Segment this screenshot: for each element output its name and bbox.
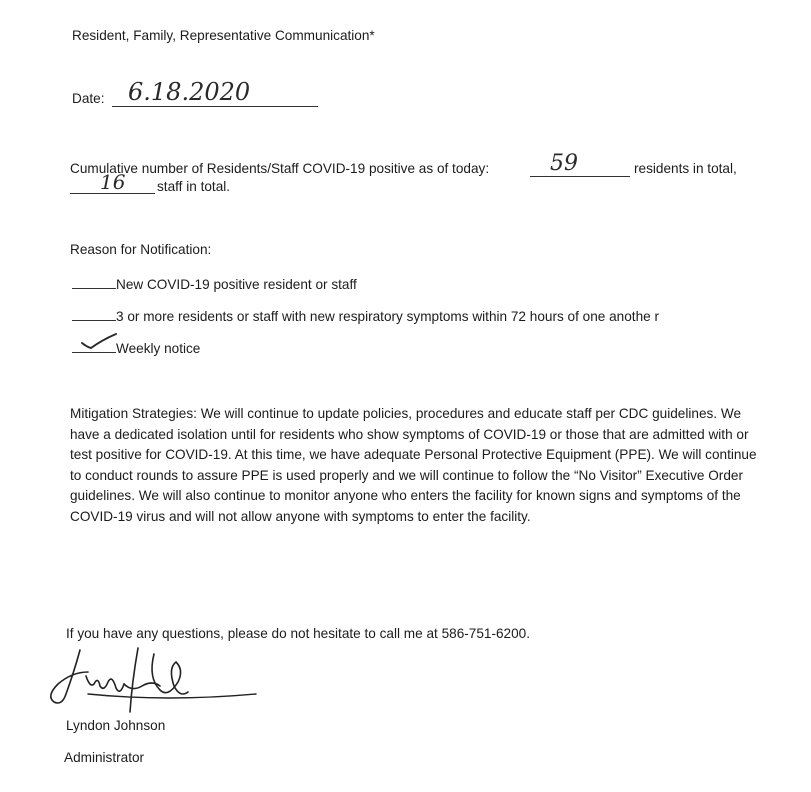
document-heading: Resident, Family, Representative Communication* — [72, 28, 375, 43]
reason-option-text: New COVID-19 positive resident or staff — [116, 277, 357, 292]
reason-label: Reason for Notification: — [70, 242, 212, 257]
staff-count-handwritten: 16 — [100, 170, 126, 194]
residents-count-field — [530, 151, 630, 177]
staff-suffix: staff in total. — [157, 179, 231, 194]
handwritten-signature — [28, 642, 268, 722]
reason-option-respiratory — [72, 308, 659, 324]
staff-count-field — [70, 170, 155, 194]
reason-option-checkbox[interactable] — [72, 308, 116, 321]
checkmark-icon — [78, 332, 118, 350]
date-field — [112, 78, 318, 107]
reason-option-weekly — [72, 340, 200, 356]
residents-suffix: residents in total, — [634, 161, 737, 176]
residents-count-handwritten: 59 — [550, 151, 578, 176]
reason-option-checkbox[interactable] — [72, 340, 116, 353]
date-handwritten-value: 6.18.2020 — [128, 78, 251, 106]
signer-title: Administrator — [64, 750, 145, 765]
date-label: Date: — [72, 91, 105, 106]
cumulative-prefix: Cumulative number of Residents/Staff COVID-19 positive as of today: — [70, 161, 490, 176]
signer-name: Lyndon Johnson — [66, 718, 166, 733]
reason-option-new-positive — [72, 276, 357, 292]
mitigation-paragraph: Mitigation Strategies: We will continue to update policies, procedures and educate staff per CDC guidelines. We have a dedicated isolation until for residents who show symptoms of COVID-19 or those that are admitted with or test positive for COVID-19. At this time, we have adequate Personal Protective Equipment (PPE). We will continue to conduct rounds to assure PPE is used properly and we will continue to follow the “No Visitor” Executive Order guidelines. We will also continue to monitor anyone who enters the facility for known signs and symptoms of the COVID-19 virus and will not allow anyone with symptoms to enter the facility. — [70, 406, 757, 524]
reason-option-checkbox[interactable] — [72, 276, 116, 289]
reason-option-text: 3 or more residents or staff with new respiratory symptoms within 72 hours of one anothe r — [116, 309, 659, 324]
contact-line: If you have any questions, please do not hesitate to call me at 586-751-6200. — [66, 626, 531, 641]
reason-option-text: Weekly notice — [116, 341, 201, 356]
